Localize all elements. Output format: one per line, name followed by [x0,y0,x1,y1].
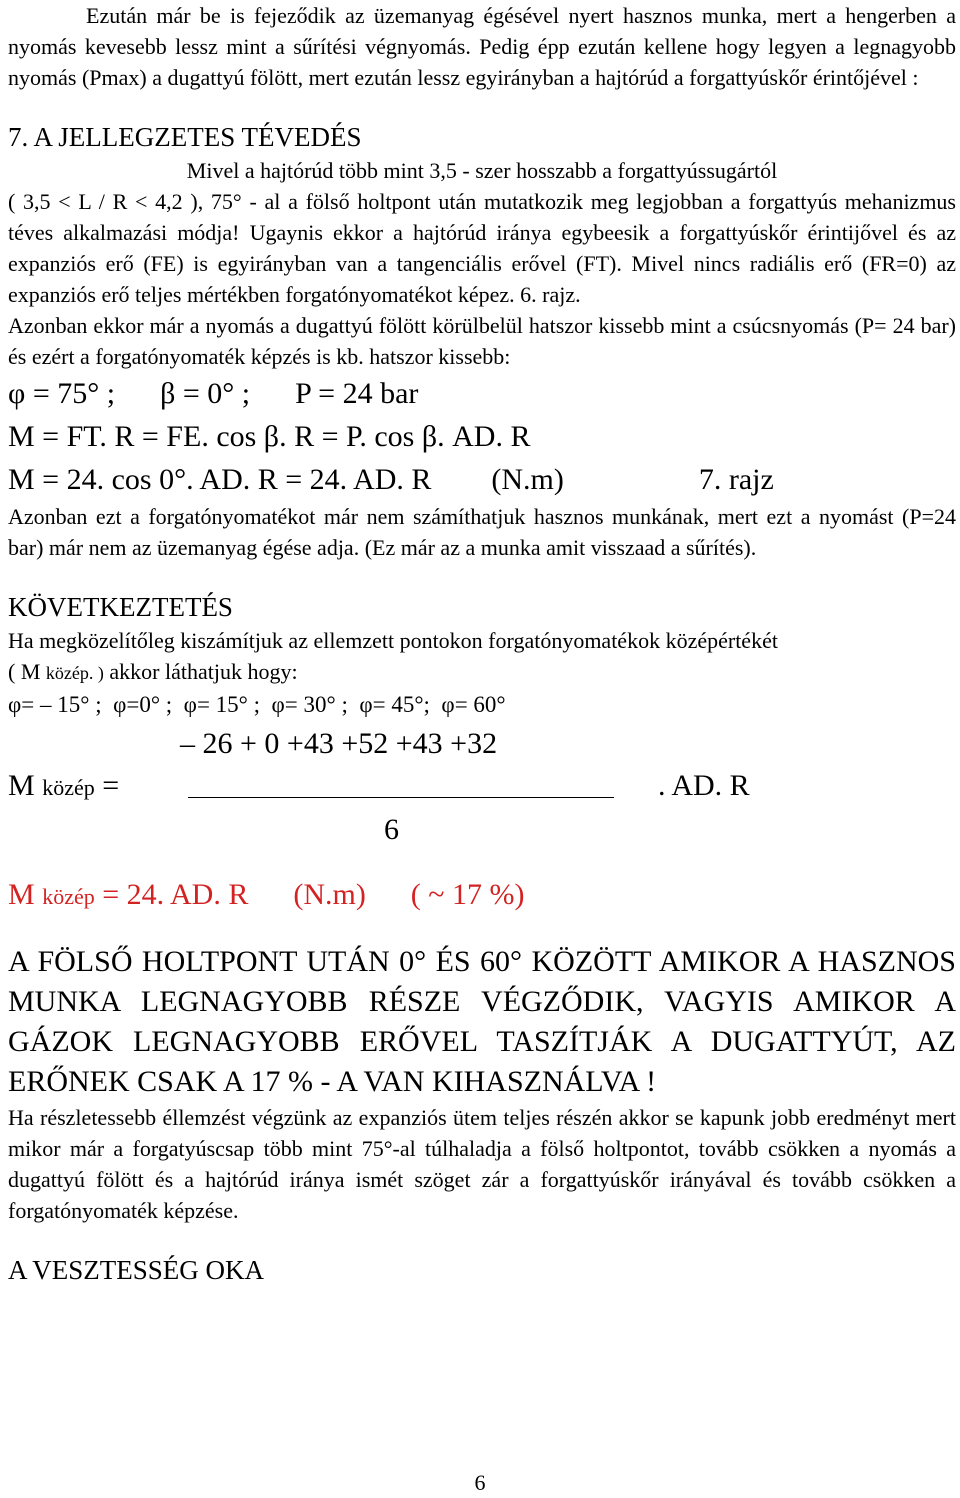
mean-moment-result [8,873,956,918]
detail-paragraph: Ha részletessebb éllemzést végzünk az expanziós ütem teljes részén akkor se kapunk jobb eredményt mert mikor már a forgatyúscsap több mint 75°-al túlhaladja a fölső holtpontot, tovább csökken a nyomás a dugattyú fölött és a hajtórúd iránya ismét szöget zár a forgattyúskőr irányával és tovább csökken a forgatónyomaték képzése. [8,1105,956,1223]
formula-rhs: . AD. R [658,769,750,802]
formula-lhs-eq: = [94,769,120,802]
section7-body3: Azonban ezt a forgatónyomatékot már nem számíthatjuk hasznos munkának, mert ezt a nyomást (P=24 bar) már nem az üzemanyag égése adja. (Ez már az a munka amit visszaad a sűrítés). [8,504,956,560]
conclusion-line2-b: akkor láthatjuk hogy: [103,659,298,684]
formula-lhs-sub: közép [42,775,95,800]
result-sub: közép [42,884,95,909]
formula-lhs-m: M [8,769,35,802]
conclusion-line2 [8,656,956,689]
section7-body: ( 3,5 < L / R < 4,2 ), 75° - al a fölső holtpont után mutatkozik meg legjobban a forgattyús mehanizmus téves alkalmazási módja! Ugaynis ekkor a hajtórúd iránya egybeesik a forgattyúskőr érintijővel és az expanziós erő (FE) is egyirányban van a tangenciális erővel (FT). Mivel nincs radiális erő (FR=0) az expanziós erő teljes mértékben forgatónyomatékot képez. 6. rajz. [8,189,956,307]
formula-numerator: – 26 + 0 +43 +52 +43 +32 [180,727,498,760]
page-number: 6 [474,1470,486,1495]
conclusion-line2-a: ( M [8,659,46,684]
mean-moment-formula [8,721,956,871]
formula-angles: φ = 75° ; β = 0° ; P = 24 bar [8,377,419,410]
caps-statement: A FÖLSŐ HOLTPONT UTÁN 0° ÉS 60° KÖZÖTT AMIKOR A HASZNOS MUNKA LEGNAGYOBB RÉSZE VÉGZŐDIK, VAGYIS AMIKOR A GÁZOK LEGNAGYOBB ERŐVEL TASZÍTJÁK A DUGATTYÚT, AZ ERŐNEK CSAK A 17 % - A VAN KIHASZNÁLVA ! [8,945,956,1098]
loss-title: A VESZTESSÉG OKA [8,1255,265,1285]
conclusion-title: KÖVETKEZTETÉS [8,592,233,622]
formula-lhs [8,769,119,803]
intro-paragraph: Ezután már be is fejeződik az üzemanyag égésével nyert hasznos munka, mert a hengerben a nyomás kevesebb lessz mint a sűrítési végnyomás. Pedig épp ezután kellene hogy legyen a legnagyobb nyomás (Pmax) a dugattyú fölött, mert ezután lessz egyirányban a hajtórúd a forgattyúskőr érintőjével : [8,3,956,90]
document-page [8,0,956,1288]
phi-values: φ= – 15° ; φ=0° ; φ= 15° ; φ= 30° ; φ= 45°; φ= 60° [8,692,506,717]
fraction-bar [188,797,614,798]
section7-line1: Mivel a hajtórúd több mint 3,5 - szer hosszabb a forgattyússugártól [186,158,778,183]
conclusion-line1: Ha megközelítőleg kiszámítjuk az ellemzett pontokon forgatónyomatékok középértékét [8,628,778,653]
conclusion-line2-sub: közép. ) [45,663,104,683]
section7-title: 7. A JELLEGZETES TÉVEDÉS [8,122,362,152]
formula-denominator: 6 [384,813,399,846]
formula-moment-value: M = 24. cos 0°. AD. R = 24. AD. R (N.m) 7. rajz [8,463,774,496]
formula-moment: M = FT. R = FE. cos β. R = P. cos β. AD. R [8,420,531,453]
result-m: M [8,878,35,911]
result-rest: = 24. AD. R (N.m) ( ~ 17 %) [94,878,525,911]
section7-body2: Azonban ekkor már a nyomás a dugattyú fölött körülbelül hatszor kissebb mint a csúcsnyomás (P= 24 bar) és ezért a forgatónyomaték képzés is kb. hatszor kissebb: [8,313,956,369]
